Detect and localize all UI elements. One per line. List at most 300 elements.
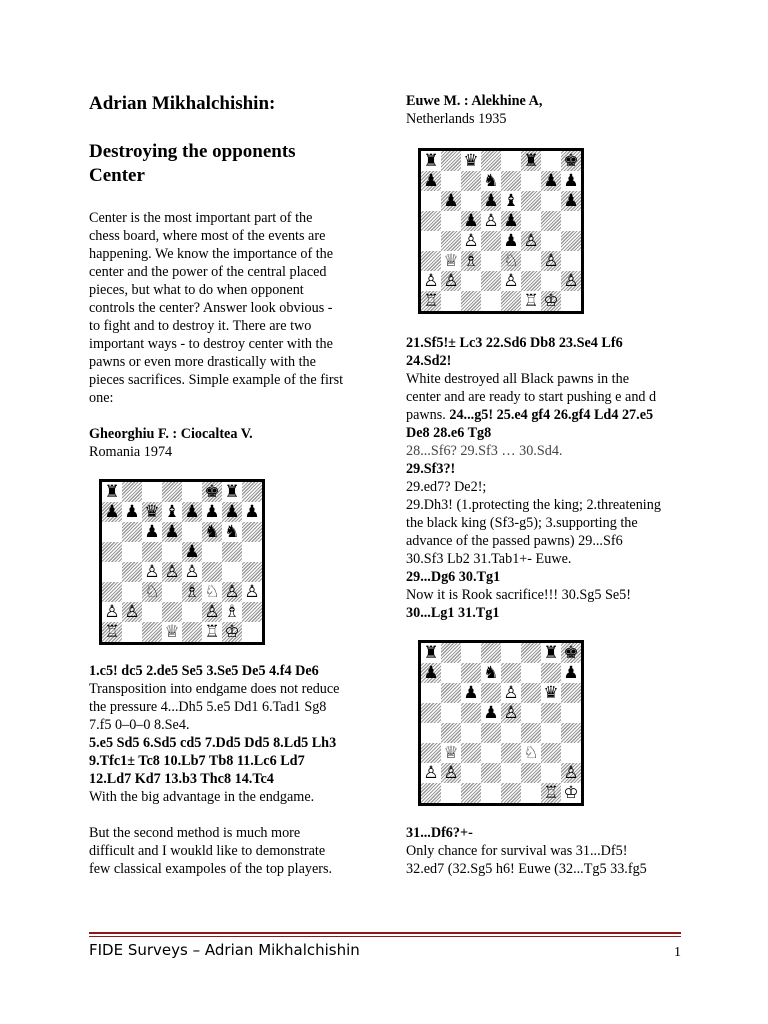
board-square — [481, 151, 501, 171]
game2-variation: 28...Sf6? 29.Sf3 … 30.Sd4. — [406, 443, 563, 459]
board-square — [501, 743, 521, 763]
white-knight-icon: ♘ — [523, 742, 539, 763]
footer-text: FIDE Surveys – Adrian Mikhalchishin — [89, 941, 360, 959]
board-square — [461, 211, 481, 231]
board-square — [461, 783, 481, 803]
board-square — [541, 171, 561, 191]
board-square — [122, 562, 142, 582]
white-pawn-icon: ♙ — [443, 762, 459, 783]
article-author-title: Adrian Mikhalchishin: — [89, 93, 276, 114]
board-square — [521, 151, 541, 171]
board-square — [521, 291, 541, 311]
board-square — [461, 743, 481, 763]
board-square — [222, 522, 242, 542]
board-square — [461, 251, 481, 271]
board-square — [461, 151, 481, 171]
footer-rule-thin — [89, 936, 681, 937]
board-square — [561, 291, 581, 311]
black-pawn-icon: ♟ — [204, 501, 220, 522]
black-queen-icon: ♛ — [144, 501, 160, 522]
board-square — [481, 211, 501, 231]
black-pawn-icon: ♟ — [244, 501, 260, 522]
board-square — [561, 231, 581, 251]
board-square — [242, 522, 262, 542]
board-square — [481, 743, 501, 763]
board-square — [102, 622, 122, 642]
black-pawn-icon: ♟ — [563, 170, 579, 191]
board-square — [481, 231, 501, 251]
board-square — [182, 502, 202, 522]
page-number: 1 — [674, 945, 681, 960]
board-square — [521, 643, 541, 663]
white-bishop-icon: ♗ — [224, 601, 240, 622]
black-knight-icon: ♞ — [204, 521, 220, 542]
black-pawn-icon: ♟ — [423, 170, 439, 191]
board-square — [421, 643, 441, 663]
board-square — [461, 703, 481, 723]
black-pawn-icon: ♟ — [184, 501, 200, 522]
right-column — [406, 92, 682, 878]
board-square — [242, 542, 262, 562]
board-square — [142, 502, 162, 522]
black-pawn-icon: ♟ — [563, 190, 579, 211]
white-rook-icon: ♖ — [523, 290, 539, 311]
game2-note-29b: 29.Dh3! (1.protecting the king; 2.threatening the black king (Sf3-g5); 3.supporting the advance of the passed pawns) 29...Sf6 30.Sf3 Lb2 31.Tab1+- Euwe. — [406, 497, 661, 567]
board-square — [501, 723, 521, 743]
black-rook-icon: ♜ — [423, 642, 439, 663]
board-square — [561, 271, 581, 291]
chessboard — [418, 640, 584, 806]
game1-note: Transposition into endgame does not reduce the pressure 4...Dh5 5.e5 Dd1 6.Tad1 Sg8 7.f5 0–0–0 8.Se4. — [89, 681, 340, 734]
game2-note-rook-sac: Now it is Rook sacrifice!!! 30.Sg5 Se5! — [406, 587, 631, 603]
board-square — [122, 542, 142, 562]
board-square — [541, 723, 561, 743]
black-pawn-icon: ♟ — [164, 521, 180, 542]
white-pawn-icon: ♙ — [124, 601, 140, 622]
board-square — [421, 703, 441, 723]
board-square — [421, 251, 441, 271]
board-square — [461, 663, 481, 683]
game2-note: White destroyed all Black pawns in the center and are ready to start pushing e and d pawns. 24...g5! 25.e4 gf4 26.gf4 Ld4 27.e5 — [406, 371, 657, 423]
board-square — [501, 211, 521, 231]
black-knight-icon: ♞ — [483, 662, 499, 683]
black-knight-icon: ♞ — [224, 521, 240, 542]
board-square — [162, 602, 182, 622]
white-queen-icon: ♕ — [443, 250, 459, 271]
chess-diagram-3 — [418, 640, 682, 806]
board-square — [162, 582, 182, 602]
black-bishop-icon: ♝ — [503, 190, 519, 211]
board-square — [541, 663, 561, 683]
board-square — [162, 622, 182, 642]
board-square — [202, 522, 222, 542]
board-square — [142, 562, 162, 582]
white-knight-icon: ♘ — [204, 581, 220, 602]
board-square — [102, 482, 122, 502]
board-square — [561, 703, 581, 723]
board-square — [162, 502, 182, 522]
board-square — [521, 683, 541, 703]
board-square — [481, 191, 501, 211]
board-square — [561, 171, 581, 191]
white-knight-icon: ♘ — [144, 581, 160, 602]
board-square — [242, 602, 262, 622]
board-square — [122, 522, 142, 542]
board-square — [561, 191, 581, 211]
board-square — [481, 763, 501, 783]
board-square — [421, 231, 441, 251]
board-square — [461, 291, 481, 311]
board-square — [142, 582, 162, 602]
board-square — [441, 723, 461, 743]
board-square — [102, 542, 122, 562]
black-rook-icon: ♜ — [523, 150, 539, 171]
footer-rule — [89, 932, 681, 934]
board-square — [222, 542, 242, 562]
game2-move-29b: 29...Dg6 30.Tg1 — [406, 569, 501, 585]
white-pawn-icon: ♙ — [543, 250, 559, 271]
board-square — [501, 231, 521, 251]
board-square — [421, 271, 441, 291]
board-square — [541, 191, 561, 211]
board-square — [222, 502, 242, 522]
board-square — [441, 783, 461, 803]
board-square — [142, 622, 162, 642]
board-square — [561, 683, 581, 703]
board-square — [421, 783, 441, 803]
board-square — [421, 683, 441, 703]
black-pawn-icon: ♟ — [423, 662, 439, 683]
board-square — [501, 291, 521, 311]
game2-moves-continued: De8 28.e6 Tg8 — [406, 425, 492, 441]
board-square — [222, 622, 242, 642]
white-pawn-icon: ♙ — [204, 601, 220, 622]
board-square — [521, 703, 541, 723]
game2-move-30: 30...Lg1 31.Tg1 — [406, 605, 500, 621]
board-square — [182, 622, 202, 642]
board-square — [541, 291, 561, 311]
black-knight-icon: ♞ — [483, 170, 499, 191]
board-square — [501, 703, 521, 723]
game2-note-31: Only chance for survival was 31...Df5! 32.ed7 (32.Sg5 h6! Euwe (32...Tg5 33.fg5 — [406, 843, 647, 877]
white-pawn-icon: ♙ — [503, 702, 519, 723]
board-square — [142, 522, 162, 542]
board-square — [142, 602, 162, 622]
white-pawn-icon: ♙ — [144, 561, 160, 582]
board-square — [501, 271, 521, 291]
board-square — [202, 502, 222, 522]
black-king-icon: ♚ — [563, 642, 579, 663]
black-rook-icon: ♜ — [224, 481, 240, 502]
black-queen-icon: ♛ — [463, 150, 479, 171]
board-square — [561, 151, 581, 171]
board-square — [461, 171, 481, 191]
board-square — [162, 542, 182, 562]
board-square — [142, 482, 162, 502]
black-king-icon: ♚ — [563, 150, 579, 171]
black-pawn-icon: ♟ — [463, 210, 479, 231]
board-square — [222, 482, 242, 502]
white-rook-icon: ♖ — [543, 782, 559, 803]
board-square — [421, 191, 441, 211]
board-square — [521, 171, 541, 191]
game2-move-31: 31...Df6?+- — [406, 825, 473, 841]
black-pawn-icon: ♟ — [124, 501, 140, 522]
black-pawn-icon: ♟ — [463, 682, 479, 703]
board-square — [202, 482, 222, 502]
intro-paragraph: Center is the most important part of the chess board, where most of the events are happening. We know the importance of the center and the power of the central placed pieces, but what to do when opponent controls the center? Answer look obvious - to fight and to destroy it. There are two important ways - to destroy center with the pawns or even more drastically with the pieces sacrifices. Simple example of the first one: — [89, 210, 344, 407]
board-square — [162, 522, 182, 542]
white-pawn-icon: ♙ — [563, 762, 579, 783]
black-pawn-icon: ♟ — [144, 521, 160, 542]
black-pawn-icon: ♟ — [184, 541, 200, 562]
board-square — [461, 683, 481, 703]
board-square — [202, 602, 222, 622]
white-pawn-icon: ♙ — [184, 561, 200, 582]
board-square — [222, 562, 242, 582]
board-square — [182, 562, 202, 582]
board-square — [501, 763, 521, 783]
board-square — [162, 482, 182, 502]
white-rook-icon: ♖ — [204, 621, 220, 642]
board-square — [102, 522, 122, 542]
black-bishop-icon: ♝ — [164, 501, 180, 522]
board-square — [441, 291, 461, 311]
board-square — [481, 723, 501, 743]
board-square — [441, 151, 461, 171]
white-pawn-icon: ♙ — [423, 762, 439, 783]
board-square — [521, 723, 541, 743]
article-title-line2: Center — [89, 164, 145, 186]
board-square — [481, 251, 501, 271]
board-square — [421, 211, 441, 231]
board-square — [541, 231, 561, 251]
board-square — [441, 231, 461, 251]
board-square — [222, 582, 242, 602]
board-square — [521, 663, 541, 683]
board-square — [441, 643, 461, 663]
white-pawn-icon: ♙ — [423, 270, 439, 291]
board-square — [182, 582, 202, 602]
black-pawn-icon: ♟ — [563, 662, 579, 683]
outro-paragraph: But the second method is much more difficult and I woukld like to demonstrate few classical exampoles of the top players. — [89, 825, 333, 878]
white-king-icon: ♔ — [224, 621, 240, 642]
board-square — [421, 763, 441, 783]
game2-players: Euwe M. : Alekhine A, — [406, 93, 543, 109]
board-square — [481, 783, 501, 803]
board-square — [541, 151, 561, 171]
game2-moves: 21.Sf5!± Lc3 22.Sd6 Db8 23.Se4 Lf6 24.Sd2! — [406, 335, 623, 369]
board-square — [481, 171, 501, 191]
board-square — [242, 582, 262, 602]
board-square — [541, 783, 561, 803]
board-square — [182, 542, 202, 562]
board-square — [202, 582, 222, 602]
board-square — [421, 743, 441, 763]
white-king-icon: ♔ — [563, 782, 579, 803]
article-title-line1: Destroying the opponents — [89, 140, 296, 162]
black-pawn-icon: ♟ — [503, 210, 519, 231]
board-square — [441, 743, 461, 763]
board-square — [521, 743, 541, 763]
board-square — [242, 622, 262, 642]
white-rook-icon: ♖ — [104, 621, 120, 642]
white-pawn-icon: ♙ — [503, 270, 519, 291]
black-pawn-icon: ♟ — [483, 702, 499, 723]
game2-note-29a: 29.ed7? De2!; — [406, 479, 487, 495]
board-square — [122, 602, 142, 622]
white-king-icon: ♔ — [543, 290, 559, 311]
board-square — [521, 271, 541, 291]
board-square — [441, 683, 461, 703]
board-square — [541, 703, 561, 723]
white-pawn-icon: ♙ — [224, 581, 240, 602]
board-square — [122, 622, 142, 642]
board-square — [421, 151, 441, 171]
board-square — [182, 602, 202, 622]
game2-event: Netherlands 1935 — [406, 111, 507, 127]
board-square — [521, 251, 541, 271]
board-square — [561, 783, 581, 803]
board-square — [521, 763, 541, 783]
board-square — [242, 502, 262, 522]
board-square — [122, 582, 142, 602]
board-square — [501, 643, 521, 663]
white-pawn-icon: ♙ — [104, 601, 120, 622]
board-square — [501, 683, 521, 703]
chessboard — [418, 148, 584, 314]
board-square — [421, 663, 441, 683]
black-pawn-icon: ♟ — [483, 190, 499, 211]
white-pawn-icon: ♙ — [523, 230, 539, 251]
white-knight-icon: ♘ — [503, 250, 519, 271]
board-square — [561, 763, 581, 783]
board-square — [541, 643, 561, 663]
board-square — [561, 723, 581, 743]
white-queen-icon: ♕ — [164, 621, 180, 642]
board-square — [441, 251, 461, 271]
black-pawn-icon: ♟ — [543, 170, 559, 191]
article-title — [89, 140, 361, 188]
board-square — [501, 151, 521, 171]
board-square — [561, 251, 581, 271]
board-square — [242, 482, 262, 502]
board-square — [102, 502, 122, 522]
board-square — [162, 562, 182, 582]
board-square — [541, 763, 561, 783]
chessboard — [99, 479, 265, 645]
board-square — [421, 171, 441, 191]
board-square — [481, 291, 501, 311]
board-square — [102, 562, 122, 582]
board-square — [421, 291, 441, 311]
board-square — [481, 663, 501, 683]
white-queen-icon: ♕ — [443, 742, 459, 763]
board-square — [441, 703, 461, 723]
board-square — [202, 562, 222, 582]
board-square — [102, 582, 122, 602]
board-square — [501, 663, 521, 683]
page-footer — [89, 941, 681, 959]
board-square — [461, 643, 481, 663]
board-square — [122, 482, 142, 502]
board-square — [461, 271, 481, 291]
board-square — [242, 562, 262, 582]
white-pawn-icon: ♙ — [463, 230, 479, 251]
board-square — [202, 542, 222, 562]
board-square — [501, 251, 521, 271]
board-square — [521, 191, 541, 211]
board-square — [182, 482, 202, 502]
board-square — [521, 783, 541, 803]
board-square — [441, 663, 461, 683]
black-pawn-icon: ♟ — [503, 230, 519, 251]
white-pawn-icon: ♙ — [503, 682, 519, 703]
white-pawn-icon: ♙ — [164, 561, 180, 582]
black-pawn-icon: ♟ — [224, 501, 240, 522]
board-square — [421, 723, 441, 743]
board-square — [521, 231, 541, 251]
board-square — [501, 783, 521, 803]
board-square — [441, 271, 461, 291]
board-square — [481, 643, 501, 663]
game1-moves: 1.c5! dc5 2.de5 Se5 3.Se5 De5 4.f4 De6 — [89, 663, 319, 680]
chess-diagram-1 — [99, 479, 361, 645]
board-square — [501, 191, 521, 211]
board-square — [541, 743, 561, 763]
game1-conclusion: With the big advantage in the endgame. — [89, 789, 315, 806]
board-square — [182, 522, 202, 542]
board-square — [441, 191, 461, 211]
board-square — [561, 643, 581, 663]
white-bishop-icon: ♗ — [463, 250, 479, 271]
board-square — [561, 211, 581, 231]
game1-event: Romania 1974 — [89, 444, 173, 461]
board-square — [461, 231, 481, 251]
board-square — [541, 251, 561, 271]
white-pawn-icon: ♙ — [244, 581, 260, 602]
white-rook-icon: ♖ — [423, 290, 439, 311]
board-square — [441, 763, 461, 783]
board-square — [481, 683, 501, 703]
board-square — [142, 542, 162, 562]
board-square — [461, 191, 481, 211]
board-square — [521, 211, 541, 231]
board-square — [222, 602, 242, 622]
board-square — [461, 763, 481, 783]
black-rook-icon: ♜ — [543, 642, 559, 663]
board-square — [481, 271, 501, 291]
board-square — [541, 683, 561, 703]
board-square — [122, 502, 142, 522]
left-column — [89, 92, 361, 878]
chess-diagram-2 — [418, 148, 682, 314]
board-square — [561, 663, 581, 683]
black-king-icon: ♚ — [204, 481, 220, 502]
board-square — [561, 743, 581, 763]
white-pawn-icon: ♙ — [483, 210, 499, 231]
board-square — [481, 703, 501, 723]
board-square — [461, 723, 481, 743]
board-square — [541, 211, 561, 231]
black-pawn-icon: ♟ — [443, 190, 459, 211]
board-square — [541, 271, 561, 291]
board-square — [501, 171, 521, 191]
board-square — [102, 602, 122, 622]
white-pawn-icon: ♙ — [443, 270, 459, 291]
black-rook-icon: ♜ — [423, 150, 439, 171]
game1-players: Gheorghiu F. : Ciocaltea V. — [89, 426, 253, 443]
